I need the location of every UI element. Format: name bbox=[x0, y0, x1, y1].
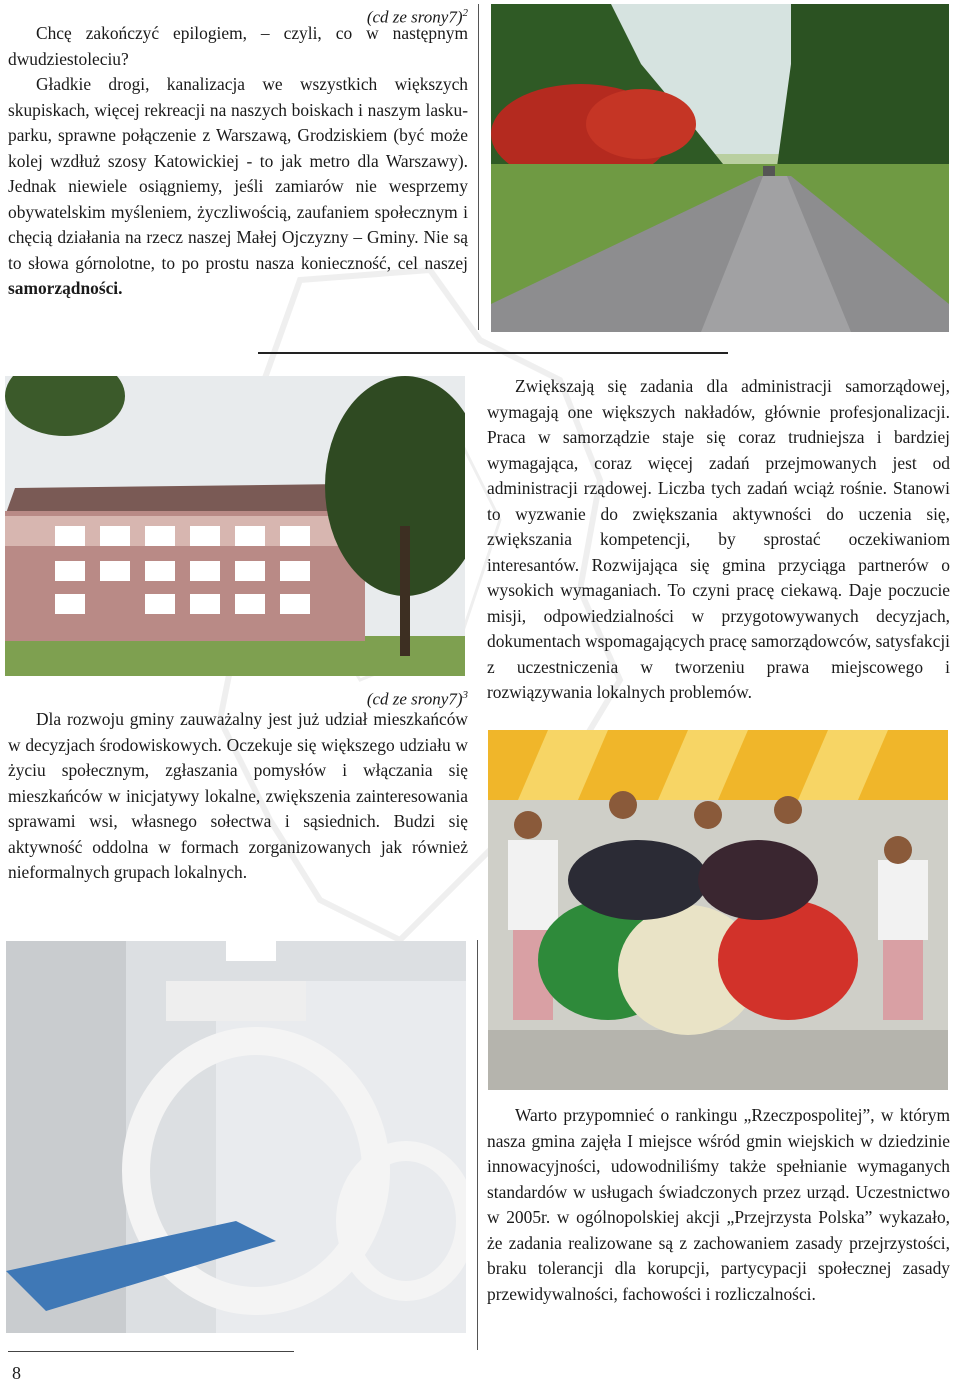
administration-text bbox=[487, 374, 950, 706]
school-building-photo bbox=[5, 376, 465, 676]
ranking-paragraph: Warto przypomnieć o rankingu „Rzeczpospolitej”, w którym nasza gmina zajęła I miejsce wśród gmin wiejskich w dziedzinie innowacyjności, udowodniliśmy także spełnianie wymaganych standardów w usługach świadczonych przez urząd. Uczestnictwo w 2005r. w ogólnopolskiej akcji „Przejrzysta Polska” wykazało, że zadania realizowane są z zachowaniem zasady przejrzystości, braku tolerancji dla korupcji, partycypacji społecznej zasady przewidywalności, fachowości i rozliczalności. bbox=[487, 1105, 950, 1304]
community-text bbox=[8, 707, 468, 886]
folk-dancers-photo bbox=[488, 730, 948, 1090]
page-number: 8 bbox=[12, 1363, 21, 1383]
footer-rule bbox=[8, 1351, 294, 1352]
source-note-1: (cd ze srony7)$^2$ bbox=[366, 7, 468, 27]
administration-paragraph: Zwiększają się zadania dla administracji samorządowej, wymagają one większych nakładów, głównie profesjonalizacji. Praca w samorządzie staje się coraz trudniejsza i bardziej wymagająca, coraz więcej zadań przejmowanych jest od administracji rządowej. Liczba tych zadań wciąż rośnie. Stanowi to wyzwanie do zwiększania aktywności do uczenia się, zwiększania kompetencji, by sprostać oczekiwaniom interesantów. Rozwijająca się gmina przyciąga partnerów o wysokich wymaganiach. To czyni pracę ciekawą. Daje poczucie misji, odpowiedzialności w przygotowywanych decyzjach, dokumentach wspomagających pracę samorządowców, satysfakcji z uczestniczenia w tworzeniu prawa miejscowego i rozwiązywania lokalnych problemów. bbox=[487, 376, 950, 702]
epilogue-text bbox=[8, 21, 468, 302]
rehabilitation-room-photo bbox=[6, 941, 466, 1333]
column-divider-top bbox=[478, 4, 479, 330]
epilogue-paragraph-2: Gładkie drogi, kanalizacja we wszystkich większych skupiskach, więcej rekreacji na naszych boiskach i naszym lasku-parku, sprawne połączenie z Warszawą, Grodziskiem (być może kolej wzdłuż szosy Katowickiej - to jak metro dla Warszawy). Jednak niewiele osiągniemy, jeśli zamiarów nie wesprzemy obywatelskim myśleniem, życzliwością, zaufaniem społecznym i chęcią działania na rzecz naszej Małej Ojczyzny – Gminy. Nie są to słowa górnolotne, to po prostu nasza konieczność, cel naszej samorządności. bbox=[8, 74, 468, 298]
source-note-2: (cd ze srony7)$^3$ bbox=[366, 689, 468, 709]
column-divider-bottom bbox=[477, 940, 478, 1350]
bold-word-samorzadnosci: samorządności. bbox=[8, 278, 123, 298]
epilogue-paragraph-1: Chcę zakończyć epilogiem, – czyli, co w następnym dwudziestoleciu? bbox=[8, 23, 468, 69]
road-photo bbox=[491, 4, 949, 332]
section-rule bbox=[258, 352, 728, 354]
ranking-text bbox=[487, 1103, 950, 1307]
community-paragraph: Dla rozwoju gminy zauważalny jest już udział mieszkańców w decyzjach środowiskowych. Oczekuje się większego udziału w życiu społecznym, zgłaszania pomysłów i włączania się mieszkańców w inicjatywy lokalne, zwiększenia zainteresowania sprawami wsi, własnego sołectwa i sąsiednich. Budzi się aktywność oddolna w formach zorganizowanych jak również nieformalnych grupach lokalnych. bbox=[8, 709, 468, 882]
